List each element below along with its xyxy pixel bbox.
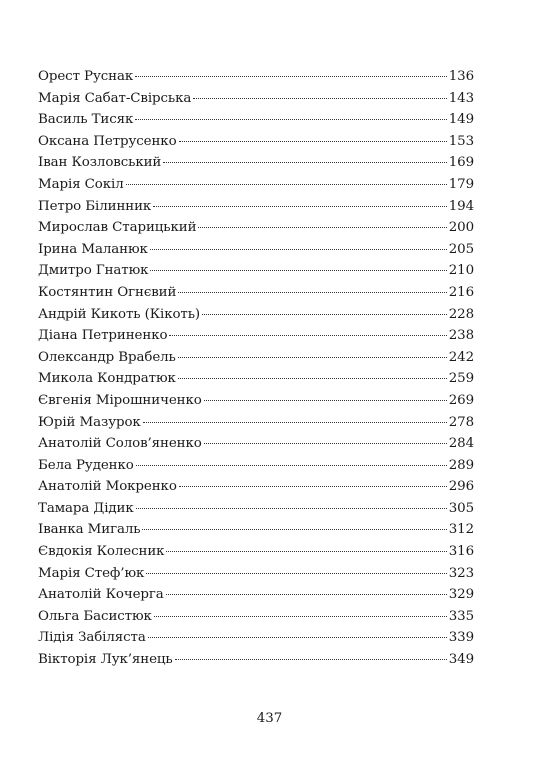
- toc-entry-name: Дмитро Гнатюк: [38, 263, 149, 279]
- toc-entry-page: 149: [448, 112, 474, 128]
- toc-entry: [38, 455, 474, 477]
- dot-leader: [135, 119, 446, 120]
- toc-entry: [38, 109, 474, 131]
- dot-leader: [204, 400, 447, 401]
- toc-entry-page: 278: [448, 414, 474, 430]
- toc-entry: [38, 239, 474, 261]
- toc-entry-name: Іван Козловський: [38, 155, 162, 171]
- toc-entry-name: Тамара Дідик: [38, 500, 134, 516]
- toc-entry-name: Марія Стеф’юк: [38, 565, 145, 581]
- toc-entry: [38, 563, 474, 585]
- toc-entry-name: Микола Кондратюк: [38, 371, 176, 387]
- dot-leader: [175, 659, 447, 660]
- dot-leader: [142, 529, 446, 530]
- dot-leader: [178, 357, 447, 358]
- toc-entry: [38, 217, 474, 239]
- dot-leader: [143, 422, 447, 423]
- toc-entry: [38, 196, 474, 218]
- toc-entry-page: 242: [448, 349, 474, 365]
- toc-entry: [38, 433, 474, 455]
- toc-entry-page: 238: [448, 328, 474, 344]
- toc-entry-name: Іванка Мигаль: [38, 522, 141, 538]
- dot-leader: [178, 292, 446, 293]
- dot-leader: [169, 335, 446, 336]
- toc-entry-page: 179: [448, 176, 474, 192]
- dot-leader: [166, 551, 446, 552]
- toc-entry: [38, 519, 474, 541]
- dot-leader: [154, 616, 447, 617]
- toc-entry: [38, 476, 474, 498]
- toc-entry-page: 269: [448, 392, 474, 408]
- toc-entry: [38, 88, 474, 110]
- toc-entry-page: 216: [448, 284, 474, 300]
- toc-entry-page: 312: [448, 522, 474, 538]
- dot-leader: [204, 443, 447, 444]
- toc-entry-page: 289: [448, 457, 474, 473]
- toc-entry-name: Олександр Врабель: [38, 349, 176, 365]
- dot-leader: [198, 227, 446, 228]
- toc-entry-name: Костянтин Огнєвий: [38, 284, 177, 300]
- dot-leader: [153, 206, 447, 207]
- toc-entry: [38, 347, 474, 369]
- toc-entry-name: Марія Сокіл: [38, 176, 124, 192]
- toc-entry-name: Андрій Кикоть (Кікоть): [38, 306, 201, 322]
- toc-entry-page: 205: [448, 241, 474, 257]
- toc-entry-page: 323: [448, 565, 474, 581]
- toc-entry-name: Анатолій Солов’яненко: [38, 436, 202, 452]
- dot-leader: [179, 141, 447, 142]
- toc-entry-page: 296: [448, 479, 474, 495]
- toc-entry: [38, 498, 474, 520]
- toc-entry: [38, 260, 474, 282]
- toc-entry: [38, 304, 474, 326]
- toc-entry-page: 349: [448, 652, 474, 668]
- toc-entry: [38, 412, 474, 434]
- dot-leader: [179, 486, 447, 487]
- toc-entry: [38, 584, 474, 606]
- toc-entry-name: Діана Петриненко: [38, 328, 168, 344]
- dot-leader: [193, 98, 446, 99]
- dot-leader: [178, 378, 447, 379]
- dot-leader: [136, 508, 447, 509]
- page-number: 437: [256, 711, 283, 726]
- dot-leader: [163, 162, 446, 163]
- toc-entry-name: Орест Руснак: [38, 69, 134, 84]
- table-of-contents: [38, 66, 474, 671]
- toc-entry-page: 210: [448, 263, 474, 279]
- toc-entry-name: Бела Руденко: [38, 457, 134, 473]
- dot-leader: [135, 76, 447, 77]
- dot-leader: [150, 249, 447, 250]
- toc-entry: [38, 174, 474, 196]
- toc-entry-name: Лідія Забіляста: [38, 630, 146, 646]
- toc-entry-page: 305: [448, 500, 474, 516]
- toc-entry-page: 316: [448, 544, 474, 560]
- toc-entry: [38, 627, 474, 649]
- toc-entry-name: Анатолій Мокренко: [38, 479, 177, 495]
- toc-entry-page: 284: [448, 436, 474, 452]
- toc-entry-name: Марія Сабат-Свірська: [38, 90, 192, 106]
- toc-entry-page: 143: [448, 90, 474, 106]
- toc-entry-name: Петро Білинник: [38, 198, 152, 214]
- toc-entry: [38, 649, 474, 671]
- toc-entry-page: 228: [448, 306, 474, 322]
- toc-entry-page: 153: [448, 133, 474, 149]
- toc-entry-name: Василь Тисяк: [38, 112, 134, 128]
- toc-entry-page: 335: [448, 608, 474, 624]
- toc-entry: [38, 66, 474, 88]
- toc-entry-page: 339: [448, 630, 474, 646]
- toc-entry-name: Євдокія Колесник: [38, 544, 165, 560]
- toc-entry: [38, 131, 474, 153]
- dot-leader: [202, 314, 447, 315]
- toc-entry-name: Юрій Мазурок: [38, 414, 141, 430]
- dot-leader: [126, 184, 447, 185]
- toc-entry: [38, 368, 474, 390]
- toc-entry: [38, 606, 474, 628]
- toc-entry-page: 136: [448, 69, 474, 84]
- dot-leader: [150, 270, 446, 271]
- toc-entry: [38, 541, 474, 563]
- toc-entry-name: Анатолій Кочерга: [38, 587, 164, 603]
- toc-entry-name: Вікторія Лук’янець: [38, 652, 173, 668]
- toc-entry: [38, 390, 474, 412]
- dot-leader: [146, 573, 446, 574]
- toc-entry-name: Ірина Маланюк: [38, 241, 148, 257]
- toc-entry-name: Євгенія Мірошниченко: [38, 392, 202, 408]
- toc-entry-page: 200: [448, 220, 474, 236]
- toc-entry: [38, 282, 474, 304]
- dot-leader: [148, 637, 447, 638]
- dot-leader: [166, 594, 447, 595]
- toc-entry: [38, 325, 474, 347]
- toc-entry-page: 194: [448, 198, 474, 214]
- toc-entry: [38, 152, 474, 174]
- toc-entry-page: 259: [448, 371, 474, 387]
- toc-entry-page: 169: [448, 155, 474, 171]
- toc-entry-name: Оксана Петрусенко: [38, 133, 177, 149]
- toc-entry-name: Мирослав Старицький: [38, 220, 197, 236]
- toc-entry-page: 329: [448, 587, 474, 603]
- dot-leader: [136, 465, 447, 466]
- toc-entry-name: Ольга Басистюк: [38, 608, 152, 624]
